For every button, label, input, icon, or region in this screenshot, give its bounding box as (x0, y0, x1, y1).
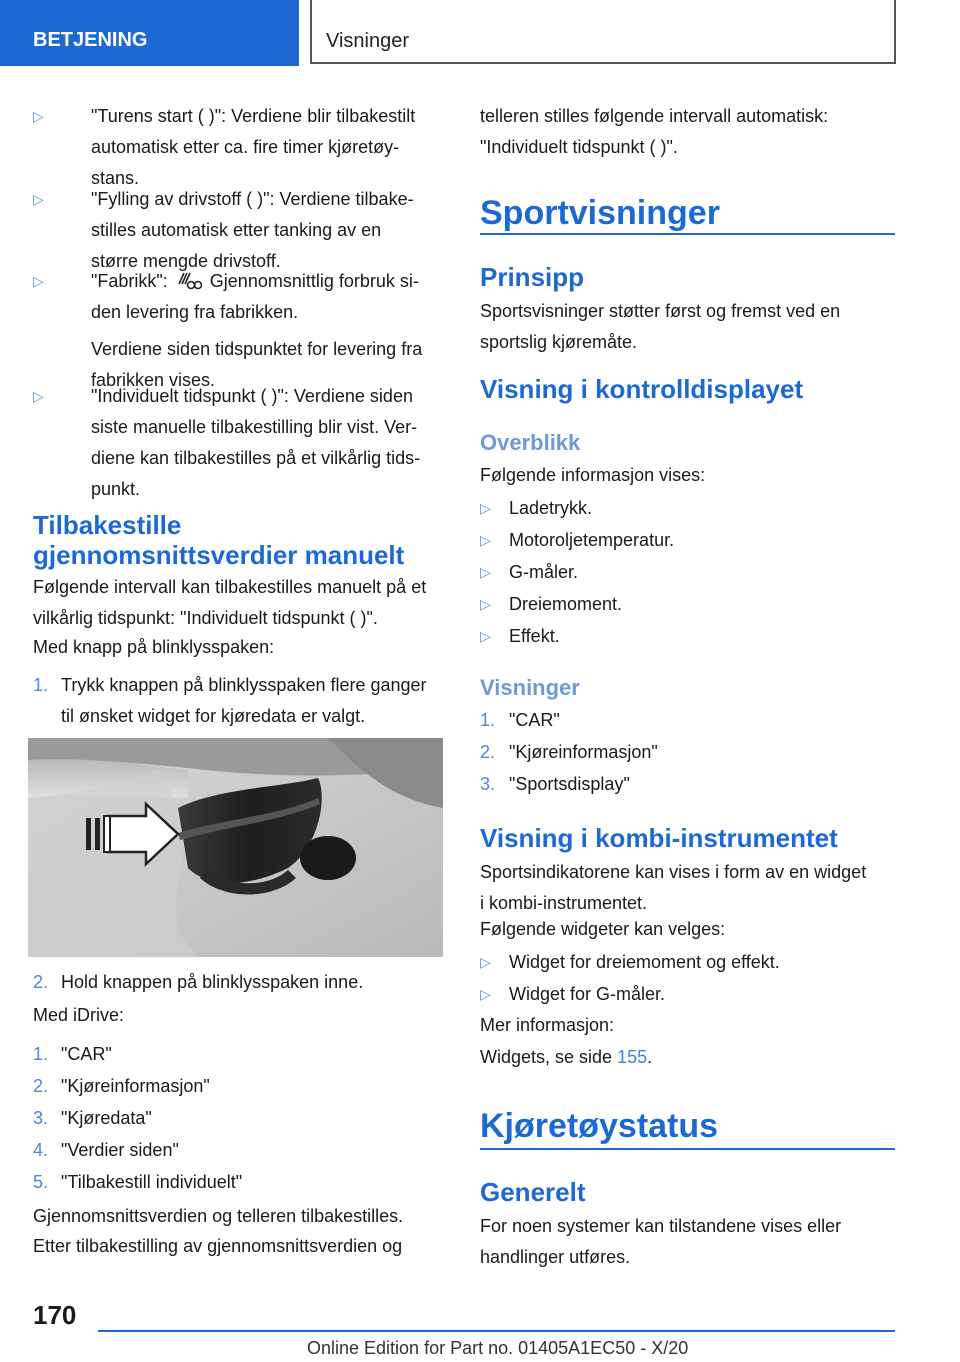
step-number: 4. (33, 1140, 49, 1160)
bullet-line: fabrikken vises. (91, 370, 216, 390)
triangle-bullet-icon: ▷ (480, 628, 491, 644)
bullet-line: den levering fra fabrikken. (91, 302, 299, 322)
footer-edition: Online Edition for Part no. 01405A1EC50 - X/20 (307, 1338, 689, 1358)
continued-paragraph: telleren stilles følgende intervall automatisk: "Individuelt tidspunkt ( )". (480, 106, 829, 157)
step-number: 2. (480, 742, 496, 762)
heading-rule (480, 1148, 895, 1150)
bullet-line: "Fylling av drivstoff ( )": Verdiene tilbake- (91, 189, 414, 209)
page-number: 170 (33, 1300, 77, 1330)
outro-paragraph: Gjennomsnittsverdien og telleren tilbakestilles. Etter tilbakestilling av gjennomsnittsverdien og (33, 1206, 404, 1256)
step-number: 1. (33, 675, 49, 695)
bullet-text: Widget for dreiemoment og effekt. (509, 952, 780, 972)
step-line: til ønsket widget for kjøredata er valgt. (61, 706, 366, 726)
heading-rule (480, 233, 895, 235)
section-heading: Generelt (480, 1177, 586, 1207)
bullet-line: stans. (91, 168, 140, 188)
footer-rule (98, 1330, 895, 1332)
subsection-heading: Overblikk (480, 430, 581, 455)
page-link[interactable]: 155 (617, 1047, 648, 1067)
step-number: 1. (33, 1044, 49, 1064)
step-number: 3. (33, 1108, 49, 1128)
step-text: "Kjøreinformasjon" (509, 742, 658, 762)
triangle-bullet-icon: ▷ (480, 532, 491, 548)
bullet-line: punkt. (91, 479, 141, 499)
triangle-bullet-icon: ▷ (33, 388, 44, 404)
section-heading: Visning i kontrolldisplayet (480, 374, 804, 404)
step-number: 1. (480, 710, 496, 730)
step-number: 3. (480, 774, 496, 794)
bullet-line: "Individuelt tidspunkt ( )": Verdiene siden (91, 386, 413, 406)
bullet-text: Effekt. (509, 626, 560, 646)
bullet-line: siste manuelle tilbakestilling blir vist. Ver- (91, 417, 418, 437)
step-text: "CAR" (509, 710, 560, 730)
subsection-heading: Visninger (480, 675, 580, 700)
kombi-paragraph: Sportsindikatorene kan vises i form av en widget i kombi-instrumentet. (480, 862, 867, 913)
triangle-bullet-icon: ▷ (480, 986, 491, 1002)
section-heading: Tilbakestille gjennomsnittsverdier manuelt (33, 510, 405, 570)
section-heading: Prinsipp (480, 262, 585, 292)
bullet-text: G-måler. (509, 562, 579, 582)
step-number: 2. (33, 1076, 49, 1096)
chapter-heading: Kjøretøystatus (480, 1107, 719, 1145)
bullet-line: større mengde drivstoff. (91, 251, 281, 271)
step-number: 5. (33, 1172, 49, 1192)
overblikk-intro: Følgende informasjon vises: (480, 465, 706, 485)
step-text: "Tilbakestill individuelt" (61, 1172, 243, 1192)
triangle-bullet-icon: ▷ (480, 564, 491, 580)
triangle-bullet-icon: ▷ (33, 191, 44, 207)
generelt-paragraph: For noen systemer kan tilstandene vises eller handlinger utføres. (480, 1216, 842, 1267)
widgets-reference: Widgets, se side 155. (480, 1047, 653, 1067)
bullet-line: diene kan tilbakestilles på et vilkårlig tids- (91, 448, 421, 468)
bullet-text: Gjennomsnittlig forbruk si- (209, 271, 419, 291)
triangle-bullet-icon: ▷ (480, 500, 491, 516)
bullet-line: automatisk etter ca. fire timer kjøretøy- (91, 137, 400, 157)
triangle-bullet-icon: ▷ (33, 108, 44, 124)
bullet-text: Motoroljetemperatur. (509, 530, 675, 550)
knapp-label: Med knapp på blinklysspaken: (33, 637, 275, 657)
step-text: "Kjøredata" (61, 1108, 152, 1128)
turn-signal-lever-button-image (28, 738, 443, 957)
step-text: "Kjøreinformasjon" (61, 1076, 210, 1096)
bullet-text: Ladetrykk. (509, 498, 593, 518)
section-tab: BETJENING (0, 0, 299, 66)
chapter-title: Visninger (310, 0, 896, 64)
step-text: "CAR" (61, 1044, 112, 1064)
step-line: Hold knappen på blinklysspaken inne. (61, 972, 364, 992)
step-number: 2. (33, 972, 49, 992)
triangle-bullet-icon: ▷ (480, 596, 491, 612)
bullet-text: Dreiemoment. (509, 594, 623, 614)
step-text: "Sportsdisplay" (509, 774, 630, 794)
fuel-consumption-icon (176, 270, 202, 290)
bullet-text: "Fabrikk": (91, 271, 168, 291)
widgets-intro: Følgende widgeter kan velges: (480, 919, 726, 939)
step-text: "Verdier siden" (61, 1140, 179, 1160)
step-line: Trykk knappen på blinklysspaken flere ganger (61, 675, 427, 695)
bullet-line: Verdiene siden tidspunktet for levering fra (91, 339, 423, 359)
bullet-line: stilles automatisk etter tanking av en (91, 220, 382, 240)
more-info-label: Mer informasjon: (480, 1015, 615, 1035)
section-heading: Visning i kombi-instrumentet (480, 823, 838, 853)
triangle-bullet-icon: ▷ (480, 954, 491, 970)
prinsipp-paragraph: Sportsvisninger støtter først og fremst ved en sportslig kjøremåte. (480, 301, 841, 352)
bullet-line: "Turens start ( )": Verdiene blir tilbakestilt (91, 106, 416, 126)
idrive-label: Med iDrive: (33, 1005, 125, 1025)
chapter-heading: Sportvisninger (480, 194, 720, 232)
triangle-bullet-icon: ▷ (33, 273, 44, 289)
intro-paragraph: Følgende intervall kan tilbakestilles manuelt på et vilkårlig tidspunkt: "Individuelt tidspunkt ( )". (33, 577, 427, 628)
bullet-text: Widget for G-måler. (509, 984, 666, 1004)
